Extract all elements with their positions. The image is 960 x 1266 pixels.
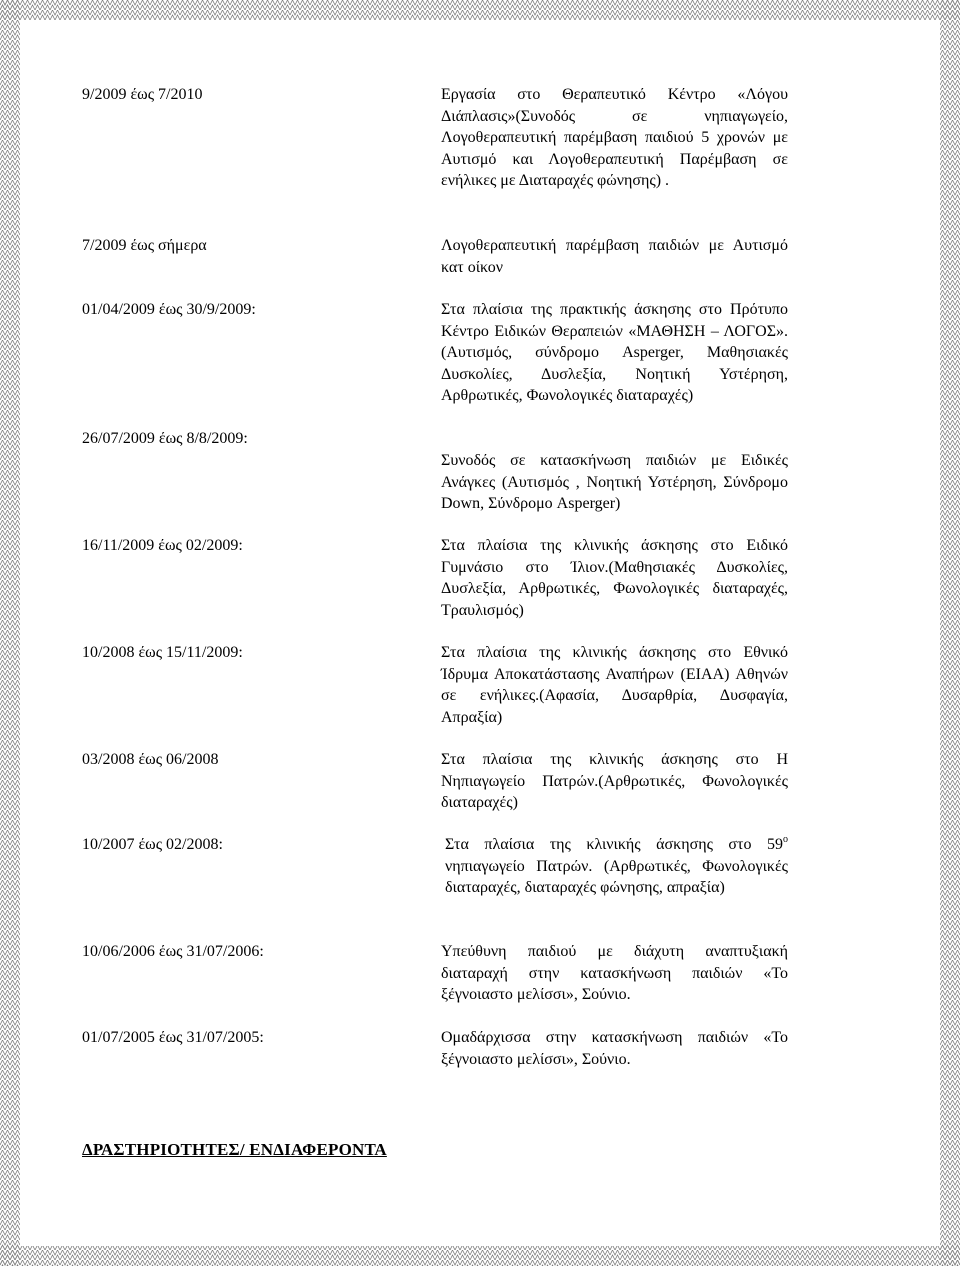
entry-date: 9/2009 έως 7/2010 [82, 86, 203, 103]
entry-date: 01/07/2005 έως 31/07/2005: [82, 1029, 264, 1046]
entry-description: Στα πλαίσια της κλινικής άσκησης στο Ειδικό Γυμνάσιο στο Ίλιον.(Μαθησιακές Δυσκολίες, Δυσλεξία, Αρθρωτικές, Φωνολογικές διαταραχές, Τραυλισμός) [441, 537, 788, 619]
entry-date: 03/2008 έως 06/2008 [82, 751, 219, 768]
entry-description: Στα πλαίσια της κλινικής άσκησης στο Η Νηπιαγωγείο Πατρών.(Αρθρωτικές, Φωνολογικές διαταραχές) [441, 751, 788, 811]
entry-description-text-continued: νηπιαγωγείο Πατρών. (Αρθρωτικές, Φωνολογικές διαταραχές, διαταραχές φώνησης, απραξία) [445, 857, 788, 896]
entry-description: Λογοθεραπευτική παρέμβαση παιδιών με Αυτισμό κατ οίκον [441, 237, 788, 276]
entry-description: Ομαδάρχισσα στην κατασκήνωση παιδιών «Το ξέγνοιαστο μελίσσι», Σούνιο. [441, 1029, 788, 1068]
entry-date: 26/07/2009 έως 8/8/2009: [82, 430, 248, 447]
entry-description [445, 834, 788, 899]
entry-date: 10/2008 έως 15/11/2009: [82, 644, 243, 661]
section-heading-activities-interests: ΔΡΑΣΤΗΡΙΟΤΗΤΕΣ/ ΕΝΔΙΑΦΕΡΟΝΤΑ [82, 1140, 387, 1159]
entry-date: 10/2007 έως 02/2008: [82, 836, 223, 853]
entry-date: 01/04/2009 έως 30/9/2009: [82, 301, 256, 318]
entry-description-text: Στα πλαίσια της κλινικής άσκησης στο 59 [445, 836, 783, 853]
entry-date: 16/11/2009 έως 02/2009: [82, 537, 243, 554]
entry-description: Στα πλαίσια της κλινικής άσκησης στο Εθνικό Ίδρυμα Αποκατάστασης Αναπήρων (ΕΙΑΑ) Αθηνών σε ενήλικες.(Αφασία, Δυσαρθρία, Δυσφαγία, Απραξία) [441, 644, 788, 726]
entry-date: 7/2009 έως σήμερα [82, 237, 207, 254]
entry-date: 10/06/2006 έως 31/07/2006: [82, 943, 264, 960]
entry-description: Εργασία στο Θεραπευτικό Κέντρο «Λόγου Διάπλασις»(Συνοδός σε νηπιαγωγείο, Λογοθεραπευτική παρέμβαση παιδιού 5 χρονών με Αυτισμό και Λογοθεραπευτική Παρέμβαση σε ενήλικες με Διαταραχές φώνησης) . [441, 86, 788, 189]
entry-description: Υπεύθυνη παιδιού με διάχυτη αναπτυξιακή διαταραχή στην κατασκήνωση παιδιών «Το ξέγνοιαστο μελίσσι», Σούνιο. [441, 943, 788, 1003]
ordinal-superscript: ο [783, 834, 788, 845]
entry-description: Συνοδός σε κατασκήνωση παιδιών με Ειδικές Ανάγκες (Αυτισμός , Νοητική Υστέρηση, Σύνδρομο Down, Σύνδρομο Asperger) [441, 452, 788, 512]
entry-description: Στα πλαίσια της πρακτικής άσκησης στο Πρότυπο Κέντρο Ειδικών Θεραπειών «ΜΑΘΗΣΗ – ΛΟΓΟΣ». (Αυτισμός, σύνδρομο Asperger, Μαθησιακές Δυσκολίες, Δυσλεξία, Νοητική Υστέρηση, Αρθρωτικές, Φωνολογικές διαταραχές) [441, 301, 788, 404]
